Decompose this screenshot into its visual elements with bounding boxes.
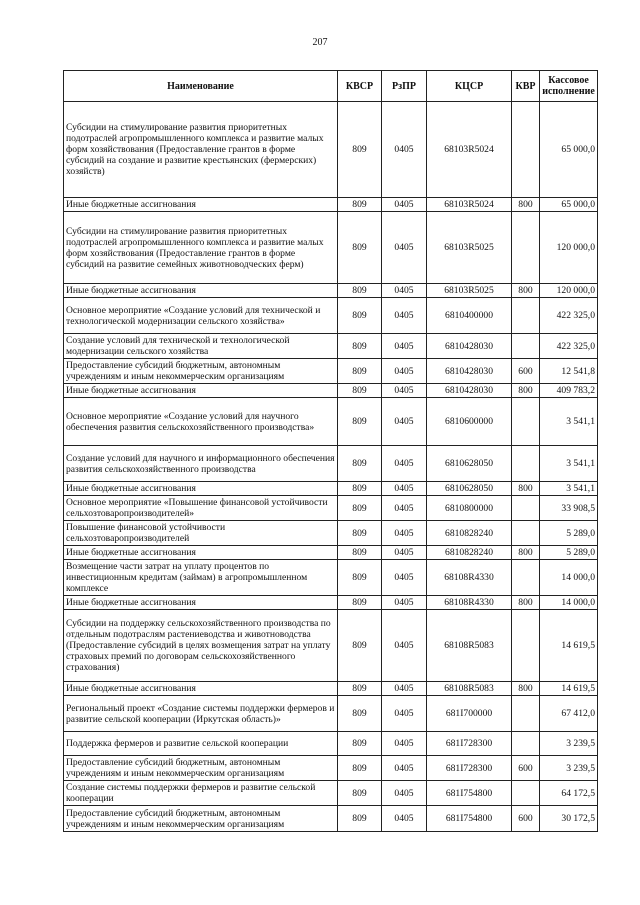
cell-kvsr: 809 (338, 482, 382, 496)
cell-kcsr: 68103R5025 (427, 284, 512, 298)
table-body (64, 102, 598, 832)
table-row (64, 596, 598, 610)
cell-name: Предоставление субсидий бюджетным, автономным учреждениям и иным некоммерческим организациям (64, 806, 338, 832)
table-row (64, 696, 598, 732)
cell-rzpr: 0405 (382, 560, 427, 596)
table-row (64, 610, 598, 682)
table-row (64, 521, 598, 546)
cell-name: Иные бюджетные ассигнования (64, 284, 338, 298)
cell-rzpr: 0405 (382, 696, 427, 732)
cell-kcsr: 6810828240 (427, 546, 512, 560)
cell-name: Создание системы поддержки фермеров и развитие сельской кооперации (64, 781, 338, 806)
cell-rzpr: 0405 (382, 806, 427, 832)
cell-kcsr: 68103R5024 (427, 102, 512, 198)
cell-kcsr: 6810628050 (427, 446, 512, 482)
cell-rzpr: 0405 (382, 198, 427, 212)
cell-kcsr: 68108R4330 (427, 596, 512, 610)
cell-kcsr: 6810600000 (427, 398, 512, 446)
cell-amount: 65 000,0 (540, 198, 598, 212)
cell-rzpr: 0405 (382, 682, 427, 696)
cell-kvsr: 809 (338, 212, 382, 284)
cell-kvsr: 809 (338, 781, 382, 806)
cell-kvr (512, 398, 540, 446)
cell-name: Региональный проект «Создание системы поддержки фермеров и развитие сельской кооперации (Иркутская область)» (64, 696, 338, 732)
cell-kvsr: 809 (338, 596, 382, 610)
cell-amount: 67 412,0 (540, 696, 598, 732)
cell-kcsr: 68108R4330 (427, 560, 512, 596)
header-kvsr: КВСР (338, 71, 382, 102)
cell-rzpr: 0405 (382, 102, 427, 198)
cell-rzpr: 0405 (382, 482, 427, 496)
cell-name: Создание условий для научного и информационного обеспечения развития сельскохозяйственного производства (64, 446, 338, 482)
cell-kvsr: 809 (338, 398, 382, 446)
table-row (64, 781, 598, 806)
cell-kvsr: 809 (338, 806, 382, 832)
cell-amount: 422 325,0 (540, 298, 598, 334)
cell-kvr: 600 (512, 756, 540, 781)
table-row (64, 546, 598, 560)
cell-name: Иные бюджетные ассигнования (64, 198, 338, 212)
cell-amount: 120 000,0 (540, 212, 598, 284)
cell-kvr (512, 521, 540, 546)
cell-rzpr: 0405 (382, 521, 427, 546)
cell-kvsr: 809 (338, 682, 382, 696)
cell-name: Иные бюджетные ассигнования (64, 384, 338, 398)
table-row (64, 398, 598, 446)
table-row (64, 806, 598, 832)
cell-amount: 5 289,0 (540, 521, 598, 546)
header-name: Наименование (64, 71, 338, 102)
cell-kvr (512, 446, 540, 482)
cell-kcsr: 681I728300 (427, 756, 512, 781)
cell-rzpr: 0405 (382, 546, 427, 560)
cell-kvr: 800 (512, 546, 540, 560)
header-rzpr: РзПР (382, 71, 427, 102)
cell-kvr: 800 (512, 198, 540, 212)
cell-amount: 3 541,1 (540, 446, 598, 482)
cell-name: Предоставление субсидий бюджетным, автономным учреждениям и иным некоммерческим организациям (64, 359, 338, 384)
table-row (64, 496, 598, 521)
cell-kvr (512, 334, 540, 359)
cell-name: Основное мероприятие «Создание условий для научного обеспечения развития сельскохозяйственного производства» (64, 398, 338, 446)
cell-kcsr: 6810800000 (427, 496, 512, 521)
cell-kvsr: 809 (338, 102, 382, 198)
cell-amount: 422 325,0 (540, 334, 598, 359)
cell-amount: 14 619,5 (540, 610, 598, 682)
cell-amount: 3 239,5 (540, 756, 598, 781)
table-row (64, 359, 598, 384)
cell-kvsr: 809 (338, 546, 382, 560)
cell-kcsr: 68108R5083 (427, 610, 512, 682)
cell-kvr: 800 (512, 482, 540, 496)
cell-amount: 30 172,5 (540, 806, 598, 832)
cell-amount: 64 172,5 (540, 781, 598, 806)
table-row (64, 756, 598, 781)
cell-name: Создание условий для технической и технологической модернизации сельского хозяйства (64, 334, 338, 359)
cell-kvsr: 809 (338, 756, 382, 781)
cell-name: Основное мероприятие «Создание условий для технической и технологической модернизации сельского хозяйства» (64, 298, 338, 334)
cell-kvsr: 809 (338, 732, 382, 756)
cell-name: Возмещение части затрат на уплату процентов по инвестиционным кредитам (займам) в агропромышленном комплексе (64, 560, 338, 596)
cell-kvr (512, 560, 540, 596)
table-row (64, 212, 598, 284)
table-row (64, 334, 598, 359)
cell-name: Основное мероприятие «Повышение финансовой устойчивости сельхозтоваропроизводителей» (64, 496, 338, 521)
cell-kcsr: 6810828240 (427, 521, 512, 546)
cell-kvsr: 809 (338, 298, 382, 334)
table-row (64, 560, 598, 596)
cell-name: Иные бюджетные ассигнования (64, 482, 338, 496)
cell-kcsr: 6810628050 (427, 482, 512, 496)
cell-amount: 120 000,0 (540, 284, 598, 298)
cell-kvsr: 809 (338, 496, 382, 521)
cell-kvr (512, 781, 540, 806)
cell-name: Иные бюджетные ассигнования (64, 546, 338, 560)
table-row (64, 482, 598, 496)
cell-kcsr: 68103R5024 (427, 198, 512, 212)
cell-kvr: 600 (512, 806, 540, 832)
cell-kvr: 600 (512, 359, 540, 384)
cell-kvr: 800 (512, 384, 540, 398)
cell-kvsr: 809 (338, 198, 382, 212)
cell-amount: 14 619,5 (540, 682, 598, 696)
cell-kcsr: 681I754800 (427, 806, 512, 832)
cell-kvsr: 809 (338, 359, 382, 384)
cell-amount: 5 289,0 (540, 546, 598, 560)
cell-rzpr: 0405 (382, 298, 427, 334)
cell-kvr: 800 (512, 284, 540, 298)
cell-kcsr: 68108R5083 (427, 682, 512, 696)
cell-kvsr: 809 (338, 696, 382, 732)
cell-kvr: 800 (512, 596, 540, 610)
table-row (64, 284, 598, 298)
cell-name: Субсидии на стимулирование развития приоритетных подотраслей агропромышленного комплекса и развитие малых форм хозяйствования (Предоставление грантов в форме субсидий на развитие семейных животноводческих ферм) (64, 212, 338, 284)
cell-amount: 3 541,1 (540, 398, 598, 446)
cell-kcsr: 681I754800 (427, 781, 512, 806)
cell-rzpr: 0405 (382, 398, 427, 446)
cell-kvr (512, 102, 540, 198)
cell-amount: 33 908,5 (540, 496, 598, 521)
table-row (64, 102, 598, 198)
cell-kcsr: 681I700000 (427, 696, 512, 732)
cell-kcsr: 681I728300 (427, 732, 512, 756)
cell-kcsr: 6810428030 (427, 359, 512, 384)
cell-rzpr: 0405 (382, 334, 427, 359)
cell-name: Повышение финансовой устойчивости сельхозтоваропроизводителей (64, 521, 338, 546)
cell-rzpr: 0405 (382, 781, 427, 806)
cell-rzpr: 0405 (382, 596, 427, 610)
cell-name: Поддержка фермеров и развитие сельской кооперации (64, 732, 338, 756)
table-row (64, 298, 598, 334)
cell-kvr (512, 696, 540, 732)
cell-kvsr: 809 (338, 384, 382, 398)
cell-amount: 65 000,0 (540, 102, 598, 198)
cell-kcsr: 68103R5025 (427, 212, 512, 284)
budget-table (63, 70, 598, 832)
cell-name: Иные бюджетные ассигнования (64, 596, 338, 610)
cell-kvr (512, 298, 540, 334)
cell-rzpr: 0405 (382, 610, 427, 682)
header-amount: Кассовое исполнение (540, 71, 598, 102)
cell-kvsr: 809 (338, 446, 382, 482)
cell-kvr (512, 212, 540, 284)
header-kcsr: КЦСР (427, 71, 512, 102)
cell-kvsr: 809 (338, 334, 382, 359)
cell-rzpr: 0405 (382, 212, 427, 284)
table-header-row (64, 71, 598, 102)
cell-kcsr: 6810428030 (427, 384, 512, 398)
page-number: 207 (312, 37, 328, 48)
cell-name: Субсидии на поддержку сельскохозяйственного производства по отдельным подотраслям растениеводства и животноводства (Предоставление субсидий в целях возмещения затрат на уплату страховых премий по договорам сельскохозяйственного страхования) (64, 610, 338, 682)
cell-kvr (512, 610, 540, 682)
cell-kvr: 800 (512, 682, 540, 696)
cell-kvsr: 809 (338, 521, 382, 546)
cell-amount: 14 000,0 (540, 560, 598, 596)
table-row (64, 682, 598, 696)
cell-amount: 409 783,2 (540, 384, 598, 398)
cell-rzpr: 0405 (382, 756, 427, 781)
cell-kvsr: 809 (338, 560, 382, 596)
cell-kvr (512, 732, 540, 756)
cell-name: Предоставление субсидий бюджетным, автономным учреждениям и иным некоммерческим организациям (64, 756, 338, 781)
cell-kvsr: 809 (338, 610, 382, 682)
cell-rzpr: 0405 (382, 359, 427, 384)
table-row (64, 446, 598, 482)
cell-name: Субсидии на стимулирование развития приоритетных подотраслей агропромышленного комплекса и развитие малых форм хозяйствования (Предоставление грантов в форме субсидий на создание и развитие крестьянских (фермерских) хозяйств) (64, 102, 338, 198)
cell-kcsr: 6810400000 (427, 298, 512, 334)
cell-kvr (512, 496, 540, 521)
cell-kvsr: 809 (338, 284, 382, 298)
cell-rzpr: 0405 (382, 284, 427, 298)
cell-rzpr: 0405 (382, 496, 427, 521)
cell-rzpr: 0405 (382, 732, 427, 756)
cell-name: Иные бюджетные ассигнования (64, 682, 338, 696)
cell-kcsr: 6810428030 (427, 334, 512, 359)
cell-amount: 3 541,1 (540, 482, 598, 496)
cell-amount: 14 000,0 (540, 596, 598, 610)
table-row (64, 732, 598, 756)
table-row (64, 198, 598, 212)
cell-amount: 3 239,5 (540, 732, 598, 756)
header-kvr: КВР (512, 71, 540, 102)
cell-amount: 12 541,8 (540, 359, 598, 384)
cell-rzpr: 0405 (382, 384, 427, 398)
cell-rzpr: 0405 (382, 446, 427, 482)
table-row (64, 384, 598, 398)
